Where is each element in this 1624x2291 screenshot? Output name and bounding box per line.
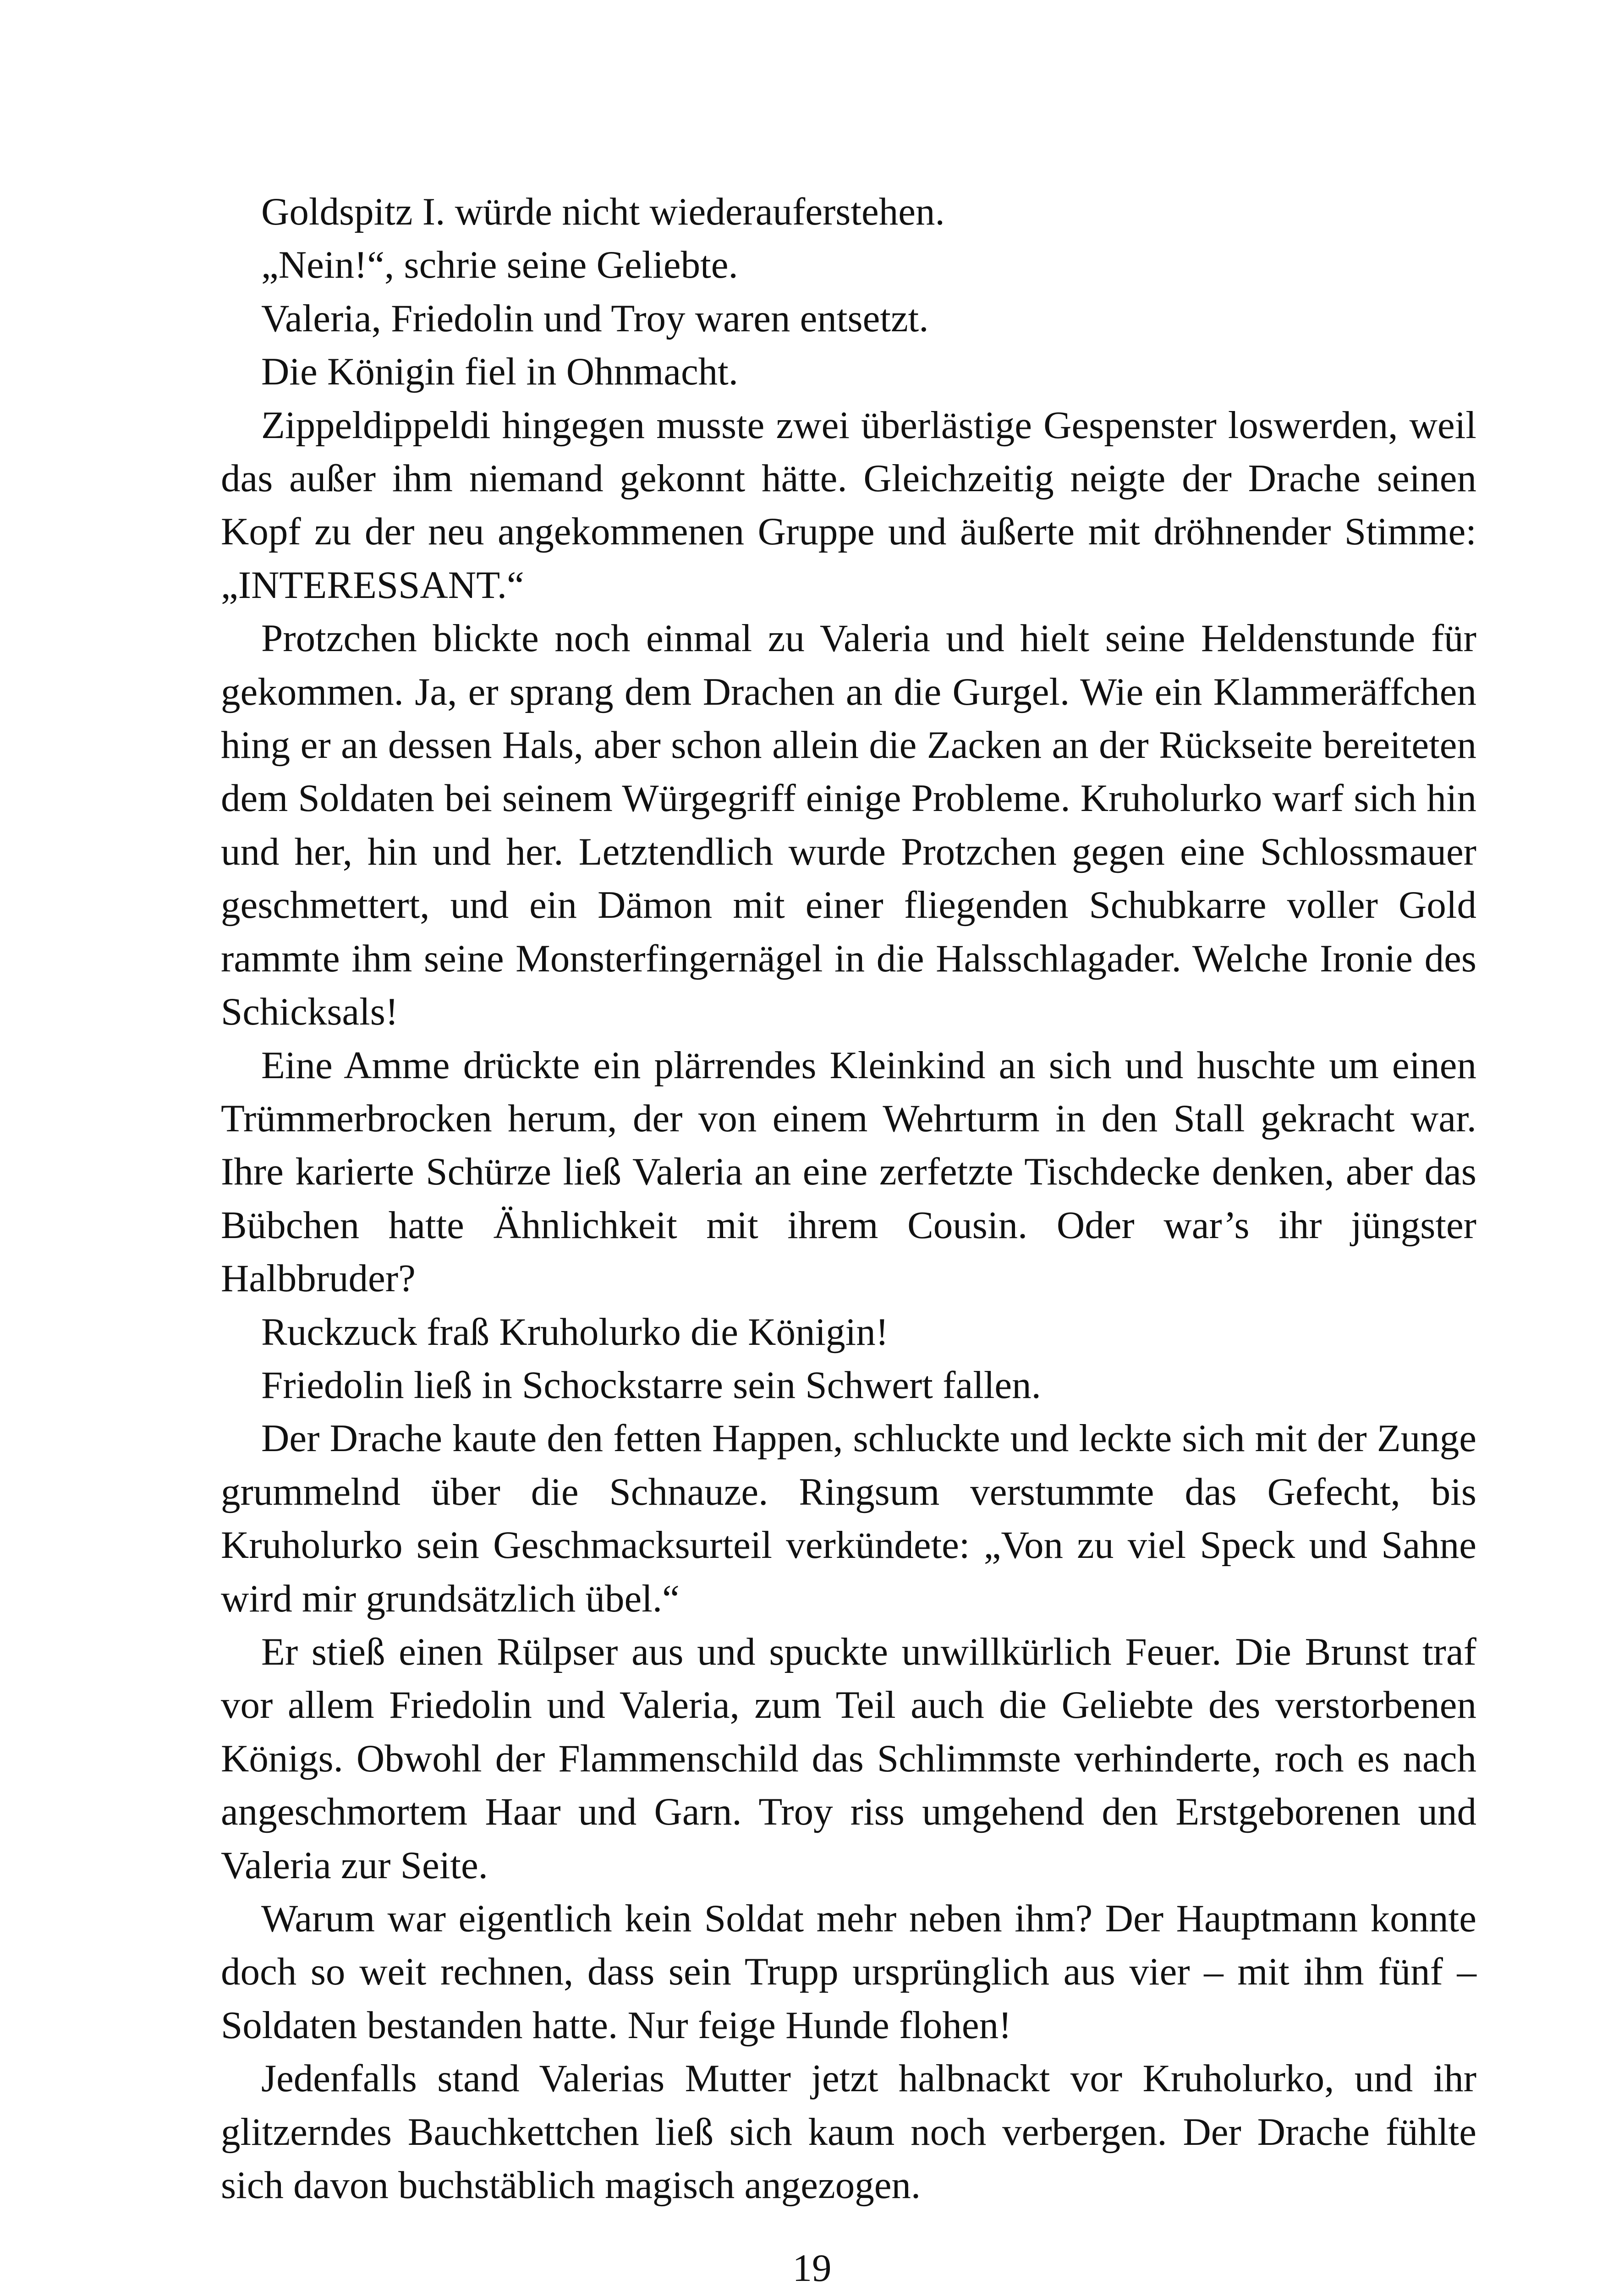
paragraph: Warum war eigentlich kein Soldat mehr neben ihm? Der Hauptmann konnte doch so weit rechnen, dass sein Trupp ursprünglich aus vier – mit ihm fünf – Soldaten bestanden hatte. Nur feige Hunde flohen! bbox=[221, 1897, 1476, 2047]
paragraph: Der Drache kaute den fetten Happen, schluckte und leckte sich mit der Zunge grummelnd über die Schnauze. Ringsum verstummte das Gefecht, bis Kruholurko sein Geschmacksurteil verkündete: „Von zu viel Speck und Sahne wird mir grundsätzlich übel.“ bbox=[221, 1417, 1476, 1620]
paragraph: Valeria, Friedolin und Troy waren entsetzt. bbox=[261, 296, 929, 340]
paragraph: Goldspitz I. würde nicht wiederauferstehen. bbox=[261, 190, 945, 233]
body-text bbox=[221, 185, 1476, 2212]
paragraph: Ruckzuck fraß Kruholurko die Königin! bbox=[261, 1310, 889, 1354]
paragraph: Jedenfalls stand Valerias Mutter jetzt halbnackt vor Kruholurko, und ihr glitzerndes Bauchkettchen ließ sich kaum noch verbergen. Der Drache fühlte sich davon buchstäblich magisch angezogen. bbox=[221, 2057, 1476, 2207]
paragraph: Er stieß einen Rülpser aus und spuckte unwillkürlich Feuer. Die Brunst traf vor allem Friedolin und Valeria, zum Teil auch die Geliebte des verstorbenen Königs. Obwohl der Flammenschild das Schlimmste verhinderte, roch es nach angeschmortem Haar und Garn. Troy riss umgehend den Erstgeborenen und Valeria zur Seite. bbox=[221, 1630, 1476, 1887]
paragraph: Eine Amme drückte ein plärrendes Kleinkind an sich und huschte um einen Trümmerbrocken herum, der von einem Wehrturm in den Stall gekracht war. Ihre karierte Schürze ließ Valeria an eine zerfetzte Tischdecke denken, aber das Bübchen hatte Ähnlichkeit mit ihrem Cousin. Oder war’s ihr jüngster Halbbruder? bbox=[221, 1043, 1476, 1300]
paragraph: „Nein!“, schrie seine Geliebte. bbox=[261, 243, 738, 287]
paragraph: Friedolin ließ in Schockstarre sein Schwert fallen. bbox=[261, 1363, 1041, 1407]
paragraph: Protzchen blickte noch einmal zu Valeria und hielt seine Heldenstunde für gekommen. Ja, er sprang dem Drachen an die Gurgel. Wie ein Klammeräffchen hing er an dessen Hals, aber schon allein die Zacken an der Rückseite bereiteten dem Soldaten bei seinem Würgegriff einige Probleme. Kruholurko warf sich hin und her, hin und her. Letztendlich wurde Protzchen gegen eine Schlossmauer geschmettert, und ein Dämon mit einer fliegenden Schubkarre voller Gold rammte ihm seine Monsterfingernägel in die Halsschlagader. Welche Ironie des Schicksals! bbox=[221, 617, 1476, 1034]
paragraph: Zippeldippeldi hingegen musste zwei überlästige Gespenster loswerden, weil das außer ihm niemand gekonnt hätte. Gleichzeitig neigte der Drache seinen Kopf zu der neu angekommenen Gruppe und äußerte mit dröhnender Stimme: „INTERESSANT.“ bbox=[221, 403, 1476, 607]
paragraph: Die Königin fiel in Ohnmacht. bbox=[261, 350, 739, 394]
page-number: 19 bbox=[792, 2247, 832, 2290]
